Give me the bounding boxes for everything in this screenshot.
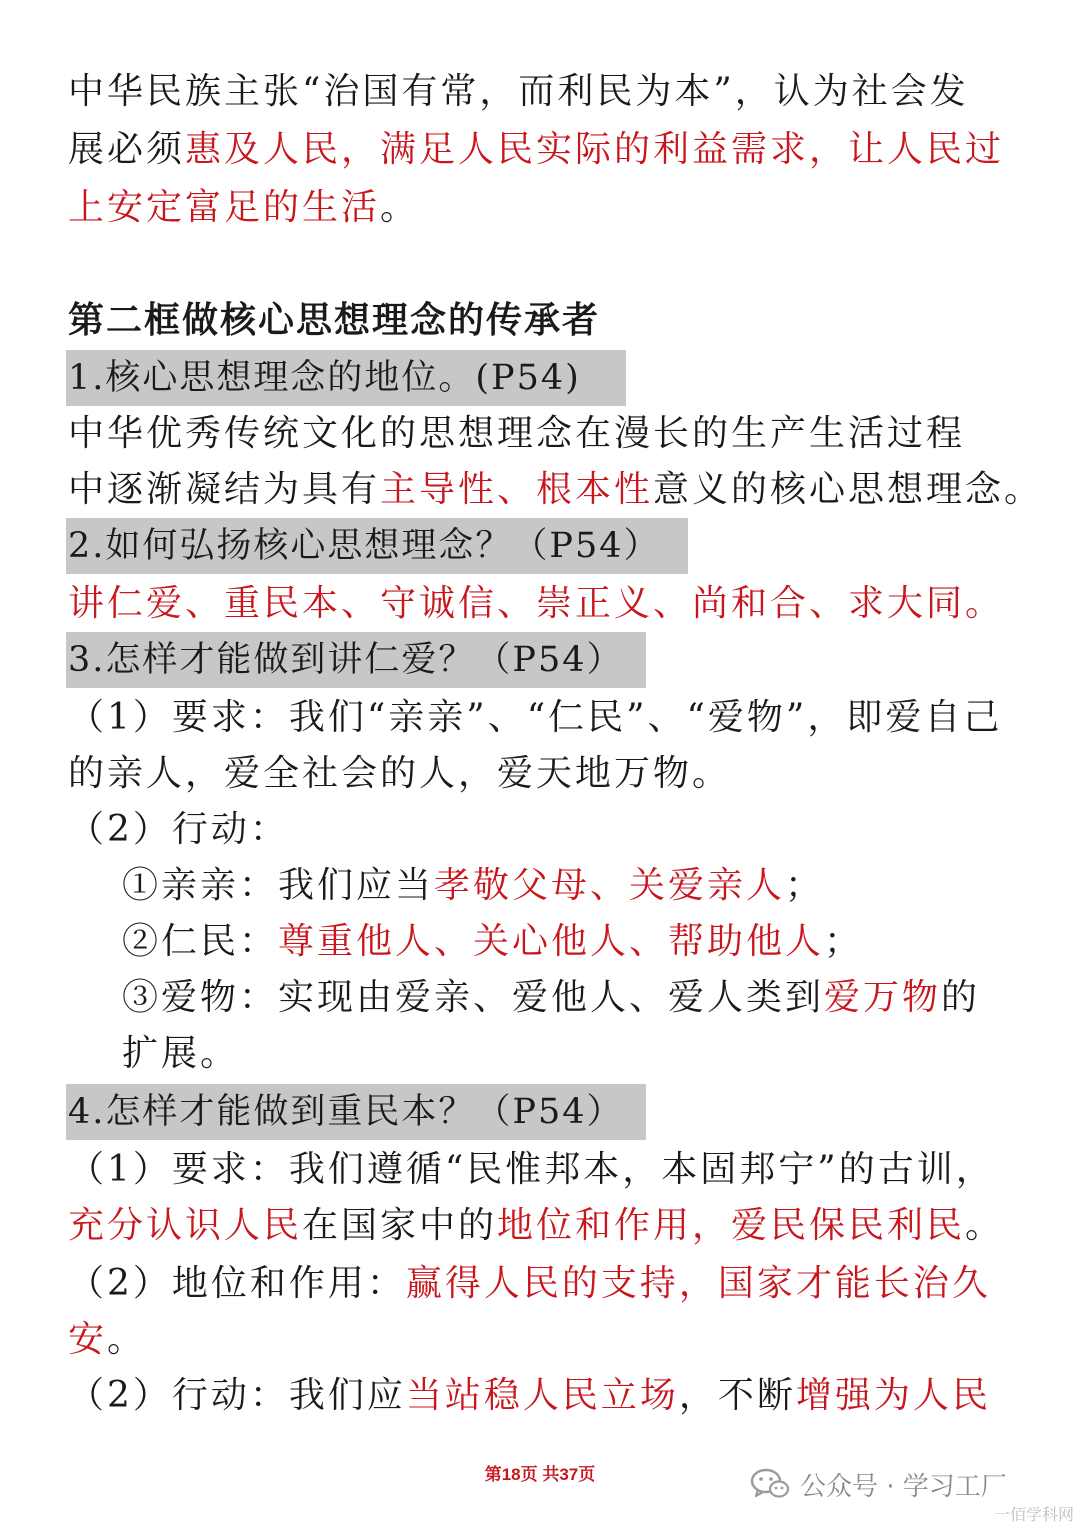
q4-text: （2）行动：我们应 bbox=[68, 1375, 406, 1416]
wechat-icon bbox=[750, 1467, 790, 1501]
wechat-watermark bbox=[750, 1462, 1007, 1506]
q4-requirement-line-1: （1）要求：我们遵循“民惟邦本，本固邦宁”的古训， bbox=[68, 1149, 995, 1190]
q3-item-text: ； bbox=[824, 921, 864, 962]
q3-requirement-line-2: 的亲人，爱全社会的人，爱天地万物。 bbox=[68, 753, 732, 794]
q4-highlight: 地位和作用，爱民保民利民 bbox=[497, 1205, 966, 1246]
q1-answer-line-2 bbox=[68, 462, 1043, 518]
intro-highlight: 惠及人民，满足人民实际的利益需求，让人民过 bbox=[185, 129, 1005, 170]
q4-text: 。 bbox=[107, 1319, 147, 1360]
q4-highlight: 增强为人民 bbox=[795, 1375, 991, 1416]
q1-text: 中逐渐凝结为具有 bbox=[68, 469, 381, 510]
question-3-heading: 3.怎样才能做到讲仁爱？（P54） bbox=[66, 632, 646, 688]
intro-line-3 bbox=[68, 180, 419, 236]
q4-text: （2）地位和作用： bbox=[68, 1263, 406, 1304]
page-number: 第18页 共37页 bbox=[484, 1465, 596, 1484]
question-2-heading: 2.如何弘扬核心思想理念？（P54） bbox=[66, 518, 688, 574]
q4-highlight: 安 bbox=[68, 1319, 108, 1360]
intro-line-1 bbox=[68, 64, 969, 120]
q4-text: 在国家中的 bbox=[302, 1205, 498, 1246]
q3-requirement-line-1: （1）要求：我们“亲亲”、“仁民”、“爱物”，即爱自己 bbox=[68, 697, 1003, 738]
q4-position-line-1 bbox=[68, 1256, 991, 1312]
q2-answer: 讲仁爱、重民本、守诚信、崇正义、尚和合、求大同。 bbox=[68, 583, 1005, 624]
q3-action-label: （2）行动： bbox=[68, 809, 289, 850]
section-title: 第二框做核心思想理念的传承者 bbox=[68, 299, 601, 341]
q3-item-highlight: 爱万物 bbox=[824, 977, 942, 1018]
q3-item-1 bbox=[122, 858, 824, 914]
intro-text: 。 bbox=[380, 187, 420, 228]
intro-line-2 bbox=[68, 122, 1004, 178]
q4-text: 。 bbox=[965, 1205, 1005, 1246]
corner-watermark: 一佰学科网 bbox=[993, 1505, 1074, 1524]
q3-item-text: ①亲亲：我们应当 bbox=[122, 865, 435, 906]
q4-highlight: 充分认识人民 bbox=[68, 1205, 303, 1246]
q3-item-highlight: 孝敬父母、关爱亲人 bbox=[434, 865, 786, 906]
q4-requirement-line-2 bbox=[68, 1198, 1004, 1254]
question-1-heading: 1.核心思想理念的地位。(P54) bbox=[66, 350, 626, 406]
q1-highlight: 主导性、根本性 bbox=[380, 469, 654, 510]
q4-action-line bbox=[68, 1368, 991, 1424]
q4-highlight: 当站稳人民立场 bbox=[405, 1375, 679, 1416]
q4-text: ，不断 bbox=[678, 1375, 796, 1416]
q3-item-text: ②仁民： bbox=[122, 921, 279, 962]
q3-item-3-continued: 扩展。 bbox=[122, 1033, 240, 1074]
q3-item-highlight: 尊重他人、关心他人、帮助他人 bbox=[278, 921, 825, 962]
q1-text: 意义的核心思想理念。 bbox=[653, 469, 1044, 510]
intro-highlight: 上安定富足的生活 bbox=[68, 187, 381, 228]
intro-text: 展必须 bbox=[68, 129, 186, 170]
q3-item-text: 的 bbox=[941, 977, 981, 1018]
intro-text: 中华民族主张“治国有常，而利民为本”，认为社会发 bbox=[68, 71, 969, 112]
q4-highlight: 赢得人民的支持，国家才能长治久 bbox=[405, 1263, 991, 1304]
q3-item-text: ③爱物：实现由爱亲、爱他人、爱人类到 bbox=[122, 977, 825, 1018]
q3-item-text: ； bbox=[785, 865, 825, 906]
q4-position-line-2 bbox=[68, 1312, 146, 1368]
account-name: 公众号 · 学习工厂 bbox=[800, 1471, 1007, 1502]
question-4-heading: 4.怎样才能做到重民本？（P54） bbox=[66, 1084, 646, 1140]
q3-item-2 bbox=[122, 914, 863, 970]
q3-item-3 bbox=[122, 970, 980, 1026]
q1-answer-line-1: 中华优秀传统文化的思想理念在漫长的生产生活过程 bbox=[68, 413, 966, 454]
